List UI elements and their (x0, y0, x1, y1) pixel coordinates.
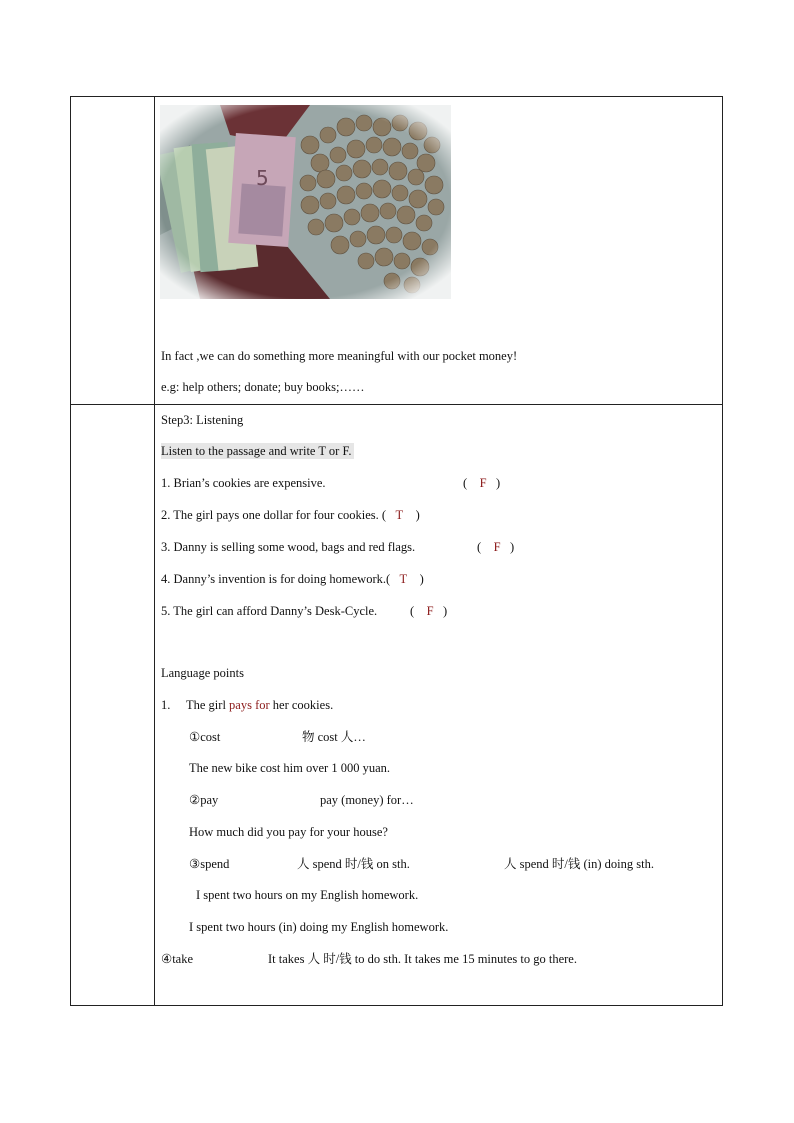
tf-item-2 (161, 507, 420, 523)
tf-item-text: 3. Danny is selling some wood, bags and red flags. (161, 540, 416, 554)
answer: F (479, 476, 487, 490)
take-pattern: It takes 人 时/钱 to do sth. It takes me 15 minutes to go there. (268, 952, 577, 966)
tf-item-1 (161, 475, 326, 491)
lp1-keyword: pays for (229, 698, 270, 712)
cost-pattern: 物 cost 人… (302, 730, 366, 744)
paren-close: ) (443, 604, 448, 618)
lp1-pre: The girl (186, 698, 230, 712)
tf-answer-3 (477, 539, 514, 555)
step-title: Step3: Listening (161, 413, 244, 427)
paragraph-pocket-money: In fact ,we can do something more meaningful with our pocket money! (161, 349, 518, 363)
lp1-number: 1. (161, 698, 171, 712)
row-divider (71, 404, 722, 405)
tf-item-5 (161, 603, 377, 619)
language-points-title: Language points (161, 666, 244, 680)
paren-close: ) (510, 540, 515, 554)
cost-example: The new bike cost him over 1 000 yuan. (189, 761, 390, 775)
paren-open: ( (410, 604, 415, 618)
paren-open: ( (463, 476, 468, 490)
answer: T (395, 508, 404, 522)
spend-label: ③spend (189, 857, 230, 871)
lp1-post: her cookies. (269, 698, 334, 712)
paren-close: ) (419, 572, 424, 586)
paren-open: ( (477, 540, 482, 554)
answer: F (426, 604, 434, 618)
tf-item-3 (161, 539, 415, 555)
spend-pattern-2: 人 spend 时/钱 (in) doing sth. (504, 857, 654, 871)
answer: T (399, 572, 408, 586)
money-photo (160, 105, 451, 299)
column-divider (154, 97, 155, 1005)
answer: F (493, 540, 501, 554)
paren-close: ) (415, 508, 420, 522)
cost-label: ①cost (189, 730, 221, 744)
lp1-sentence (186, 697, 333, 713)
pay-example: How much did you pay for your house? (189, 825, 388, 839)
tf-item-text: 1. Brian’s cookies are expensive. (161, 476, 326, 490)
tf-item-text: 4. Danny’s invention is for doing homework.( (161, 572, 391, 586)
tf-item-4 (161, 571, 424, 587)
take-label: ④take (161, 952, 194, 966)
instruction: Listen to the passage and write T or F. (161, 444, 352, 458)
pay-pattern: pay (money) for… (320, 793, 414, 807)
tf-item-text: 2. The girl pays one dollar for four cookies. ( (161, 508, 387, 522)
spend-example-2: I spent two hours (in) doing my English homework. (189, 920, 449, 934)
tf-answer-5 (410, 603, 447, 619)
tf-answer-1 (463, 475, 500, 491)
spend-pattern-1: 人 spend 时/钱 on sth. (297, 857, 410, 871)
tf-item-text: 5. The girl can afford Danny’s Desk-Cycle. (161, 604, 378, 618)
paragraph-examples: e.g: help others; donate; buy books;…… (161, 380, 365, 394)
pay-label: ②pay (189, 793, 219, 807)
paren-close: ) (496, 476, 501, 490)
spend-example-1: I spent two hours on my English homework. (196, 888, 419, 902)
